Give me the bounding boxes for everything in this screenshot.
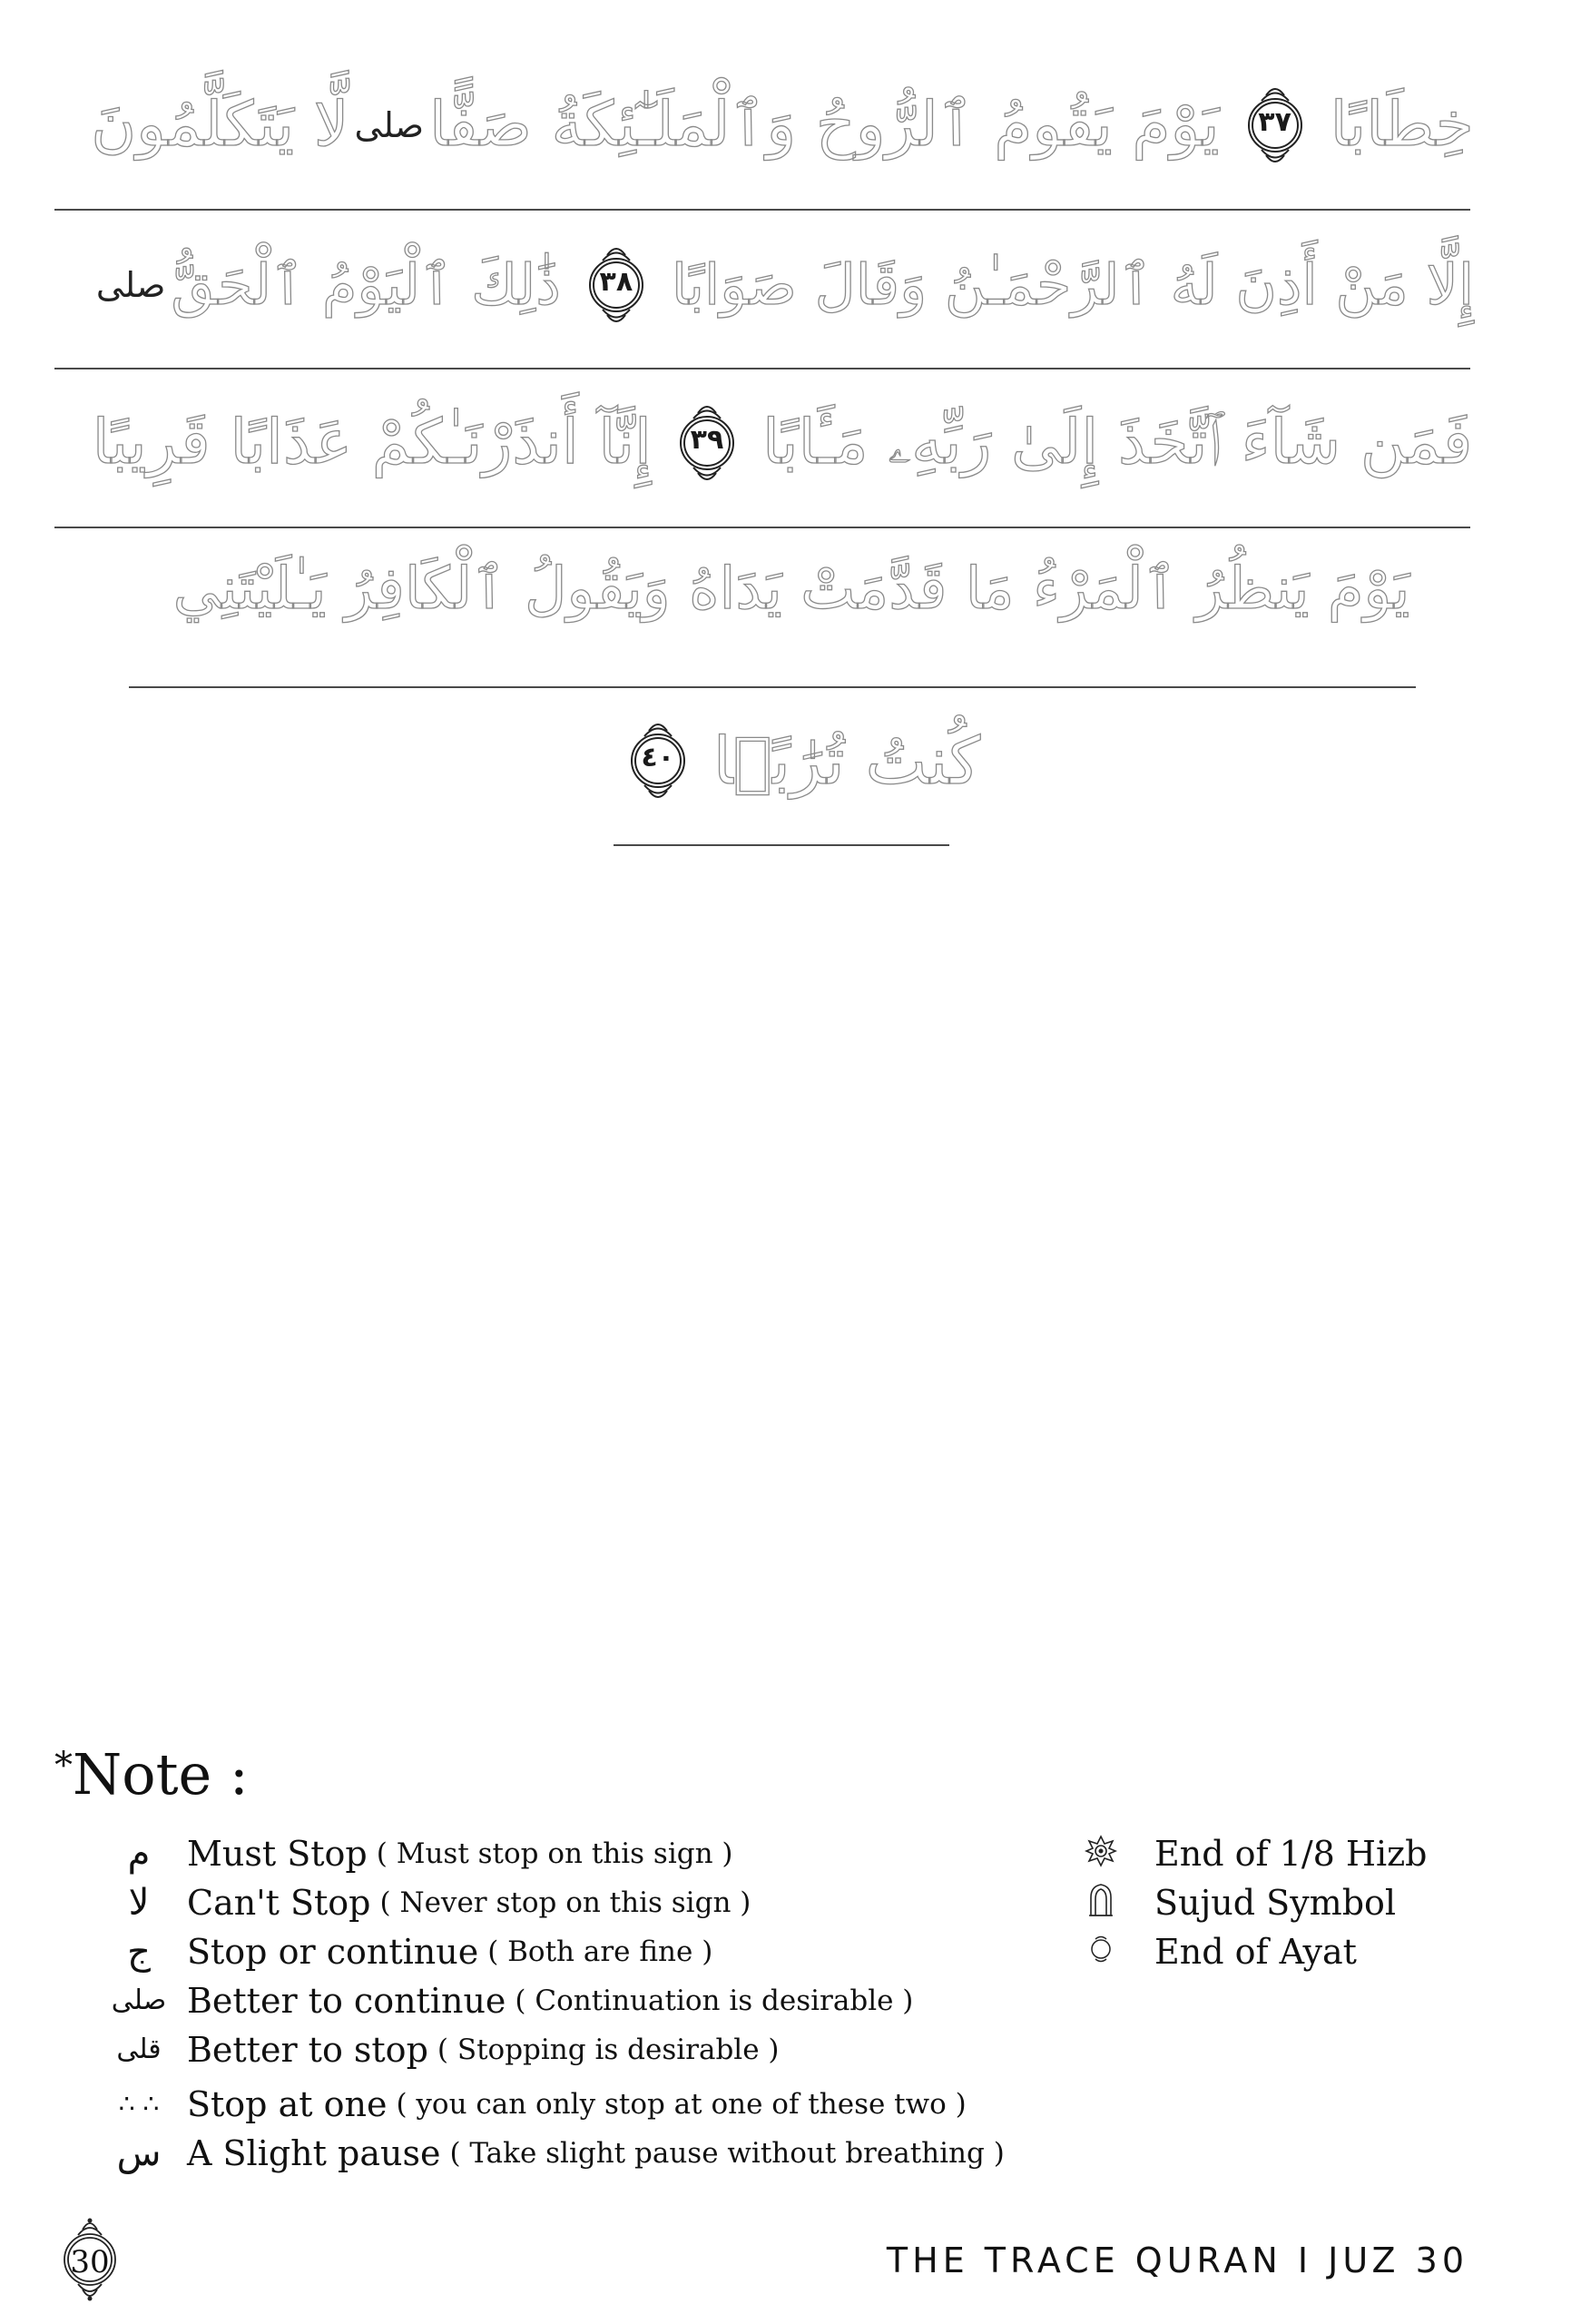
note-star: * [54,1745,73,1787]
legend-item-name: Can't Stop [187,1883,371,1923]
legend-item-name: A Slight pause [187,2133,441,2173]
cant-stop-sign: لا [128,1882,150,1924]
guide-line-2 [54,368,1470,369]
verse-text: إِلَّا مَنْ أَذِنَ لَهُ ٱلرَّحْمَـٰنُ وَقَالَ صَوَابًا [671,251,1475,318]
legend-item-stop-at-one [107,2081,967,2128]
verse-text: فَمَن شَآءَ ٱتَّخَذَ إِلَىٰ رَبِّهِۦ مَـَٔابًا [761,407,1473,478]
legend-item-desc: ( Continuation is desirable ) [515,1984,914,2017]
legend-item-desc: ( Both are fine ) [487,1935,713,1968]
legend-item-better-continue [107,1977,913,2024]
guide-line-4 [129,686,1416,688]
guide-line-1 [54,209,1470,211]
legend-item-name: Better to stop [187,2030,428,2070]
stop-or-continue-sign: ج [127,1931,151,1973]
verse-text: إِنَّآ أَنذَرْنَـٰكُمْ عَذَابًا قَرِيبًا [92,407,652,478]
verse-text: يَوْمَ يَنظُرُ ٱلْمَرْءُ مَا قَدَّمَتْ يَدَاهُ وَيَقُولُ ٱلْكَافِرُ يَـٰلَيْتَنِي [172,556,1410,624]
verse-text: يَوْمَ يَقُومُ ٱلرُّوحُ وَٱلْمَلَـٰٓئِكَةُ صَفًّا [429,89,1220,161]
ayah-end-marker [672,399,742,487]
guide-line-5 [614,844,949,846]
legend-item-desc: ( Stopping is desirable ) [437,2034,780,2066]
legend-item-name: Better to continue [187,1981,506,2021]
ayat-end-icon [1069,1934,1133,1971]
ayah-end-marker [1240,82,1311,169]
verse-line-1 [74,82,1490,169]
ayah-number: ٣٧ [1258,106,1291,138]
legend-item-ayat-end [1069,1928,1357,1975]
page-number-badge [53,2215,127,2304]
legend-item-desc: ( Never stop on this sign ) [379,1886,751,1919]
better-stop-sign: قلى [116,2034,162,2065]
legend-item-name: Stop or continue [187,1932,479,1972]
ayah-number: ٣٩ [690,424,724,456]
waqf-sign: صلى [354,105,425,145]
ayah-end-marker [581,241,652,329]
verse-text: لَّا يَتَكَلَّمُونَ [91,89,349,161]
ayah-number: ٣٨ [599,266,633,298]
legend-item-name: End of 1/8 Hizb [1154,1834,1428,1874]
legend-item-slight-pause [107,2130,1005,2177]
verse-line-3 [74,399,1490,487]
legend-item-name: Sujud Symbol [1154,1883,1397,1923]
verse-line-2 [74,241,1490,329]
legend-item-name: End of Ayat [1154,1932,1357,1972]
legend-item-sujud [1069,1879,1396,1926]
legend-item-stop-or-continue [107,1928,712,1975]
better-continue-sign: صلى [111,1984,167,2016]
legend-item-name: Must Stop [187,1834,368,1874]
stop-at-one-sign: ∴ ∴ [118,2089,160,2119]
hizb-star-icon [1069,1835,1133,1874]
ayah-end-marker [623,717,693,804]
must-stop-sign: م [127,1833,151,1875]
legend-item-name: Stop at one [187,2084,388,2124]
verse-line-4 [165,556,1418,624]
sujud-icon [1069,1883,1133,1924]
verse-text: كُنتُ تُرَٰبًۢا [712,723,981,799]
guide-line-3 [54,527,1470,528]
legend-item-better-stop [107,2026,780,2073]
verse-text: ذَٰلِكَ ٱلْيَوْمُ ٱلْحَقُّ [171,251,561,318]
note-title: Note : [73,1741,249,1807]
legend-item-must-stop [107,1830,733,1877]
legend-item-desc: ( Take slight pause without breathing ) [449,2137,1005,2170]
slight-pause-sign: س [116,2132,162,2174]
page-number: 30 [70,2244,110,2280]
legend-item-desc: ( Must stop on this sign ) [376,1837,733,1870]
verse-text: خِطَابًا [1330,89,1474,161]
waqf-sign: صلى [95,265,166,305]
legend-item-desc: ( you can only stop at one of these two ) [396,2088,967,2121]
verse-line-5 [601,717,982,804]
ayah-number: ٤٠ [641,742,675,773]
footer-title: THE TRACE QURAN I JUZ 30 [886,2240,1468,2280]
note-heading [54,1741,249,1807]
legend-item-hizb [1069,1830,1428,1877]
legend-item-cant-stop [107,1879,751,1926]
